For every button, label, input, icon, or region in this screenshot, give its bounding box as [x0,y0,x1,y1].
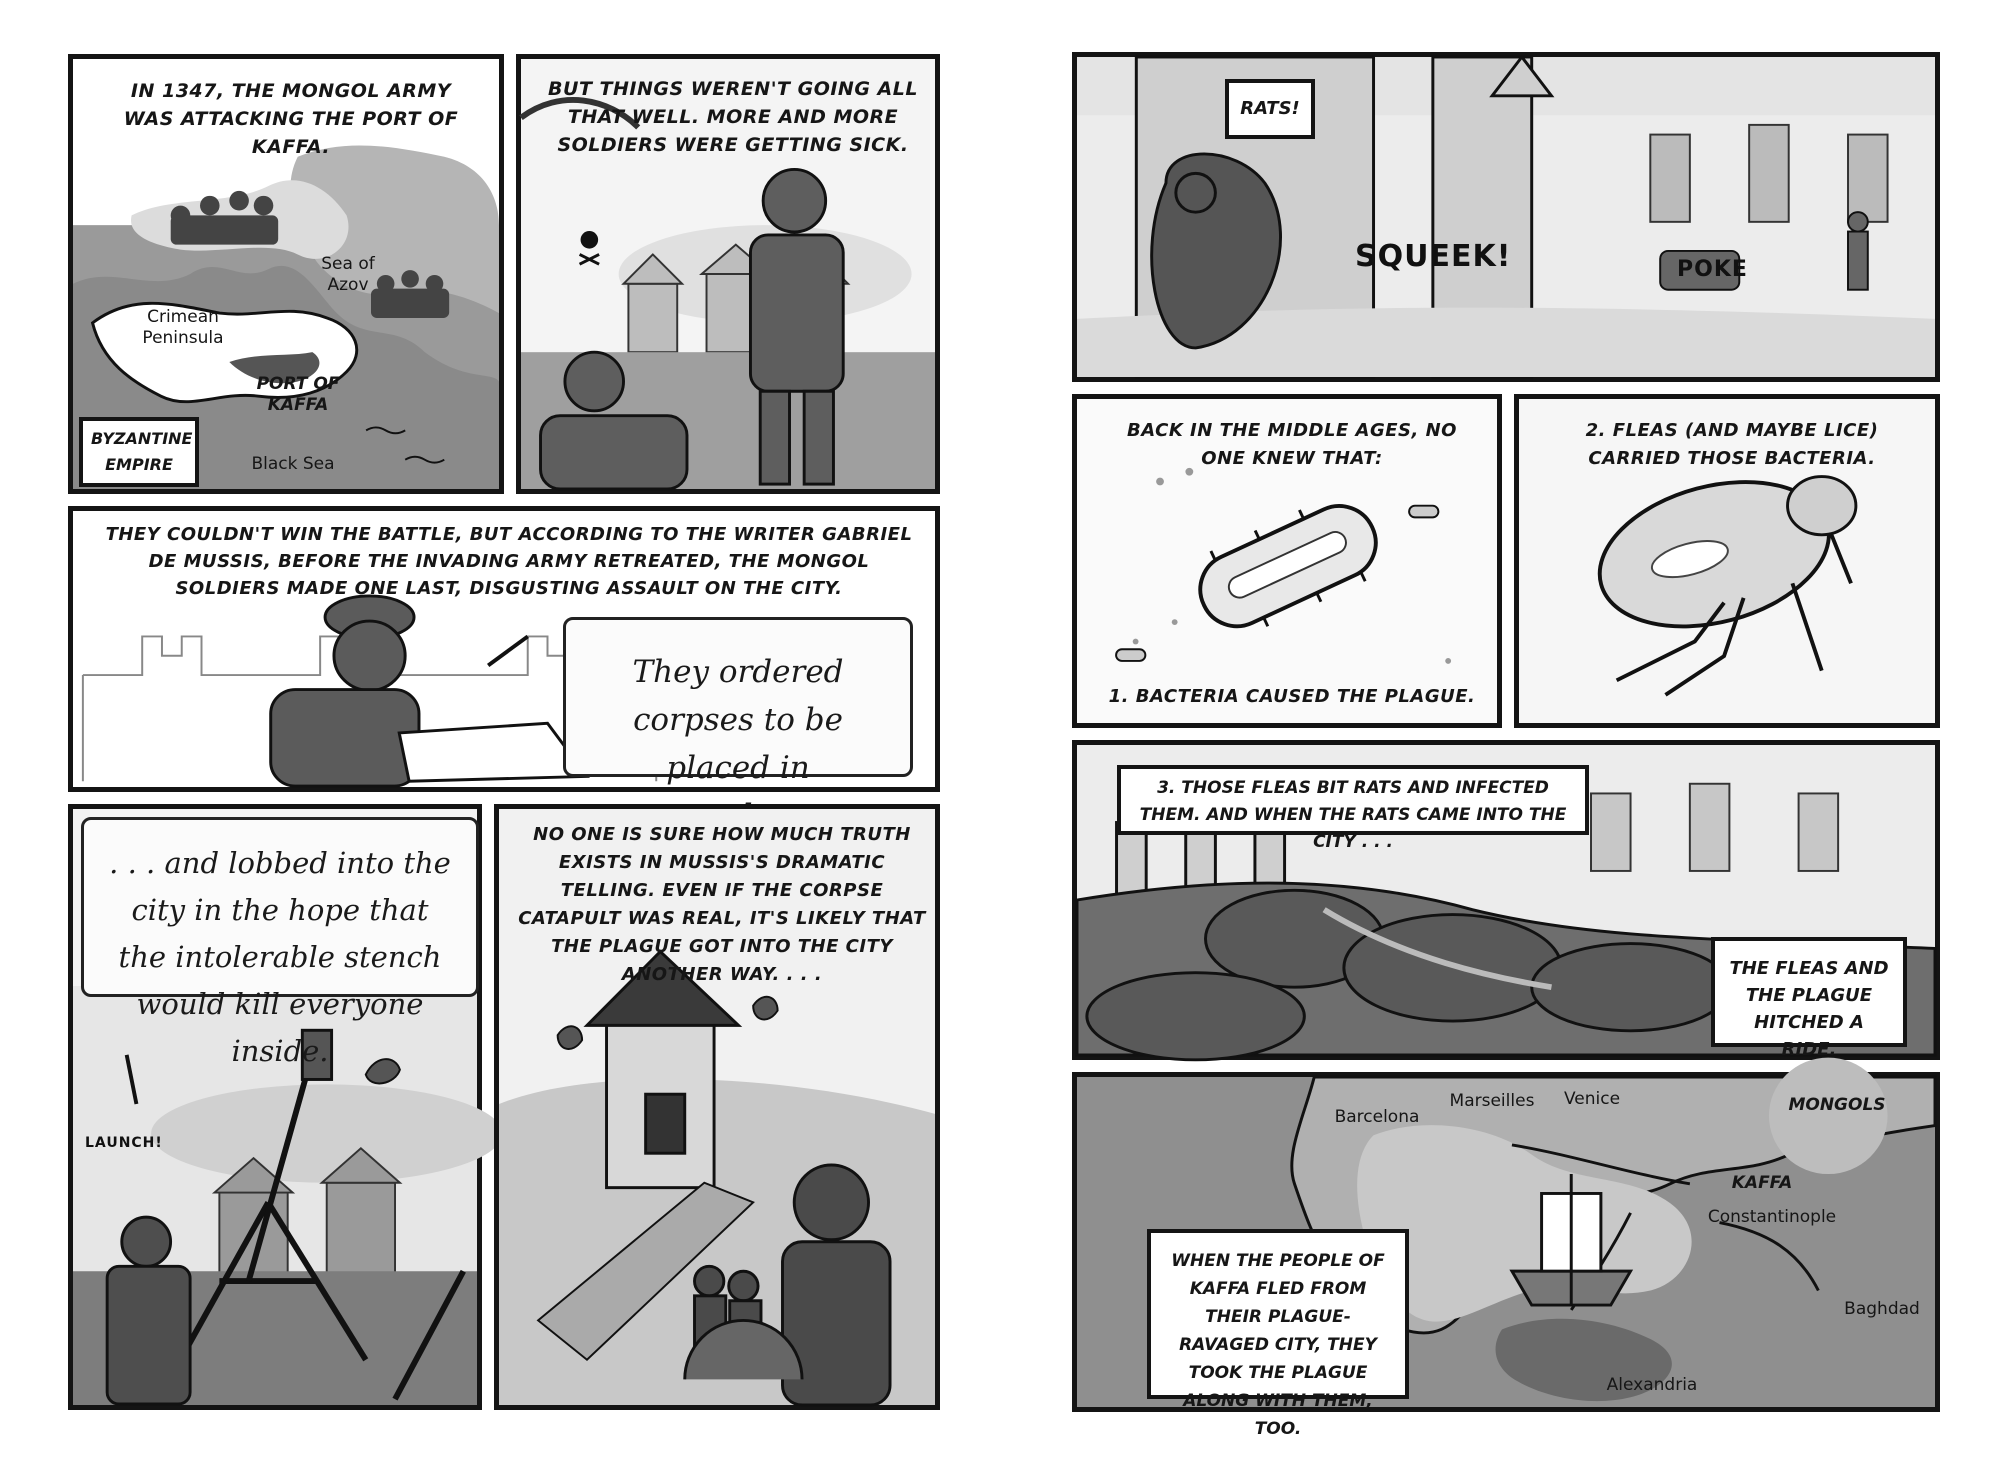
label-sea-of-azov: Sea of Azov [321,254,375,295]
panel-crimea-map [68,54,504,494]
bacteria-caption-top: BACK IN THE MIDDLE AGES, NO ONE KNEW THAT: [1127,420,1457,469]
label-mongols: MONGOLS [1788,1095,1886,1115]
panel-rats-infected [1072,740,1940,1060]
label-port-of-kaffa: PORT OF KAFFA [256,374,340,415]
label-barcelona: Barcelona [1334,1107,1420,1127]
panel1-caption: IN 1347, THE MONGOL ARMY WAS ATTACKING THE PORT OF KAFFA. [123,80,459,158]
label-crimean-peninsula: Crimean Peninsula [142,307,224,348]
bacteria-caption-bottom: 1. BACTERIA CAUSED THE PLAGUE. [1108,686,1476,707]
panel-catapult-launch [68,804,482,1410]
panel-spread-map [1072,1072,1940,1439]
panel5-caption: NO ONE IS SURE HOW MUCH TRUTH EXISTS IN MUSSIS'S DRAMATIC TELLING. EVEN IF THE CORPSE CATAPULT WAS REAL, IT'S LIKELY THAT THE PLAGUE GOT INTO THE CITY ANOTHER WAY. . . . [518,824,926,985]
panel-city-wall [494,804,940,1410]
catapult-quote-scroll: . . . and lobbed into the city in the hope that the intolerable stench would kill everyone inside. [81,817,479,997]
label-marseilles: Marseilles [1449,1091,1535,1111]
sfx-launch: LAUNCH! [85,1135,163,1151]
sfx-squeek: SQUEEK! [1355,239,1512,274]
panel2-caption: BUT THINGS WEREN'T GOING ALL THAT WELL. MORE AND MORE SOLDIERS WERE GETTING SICK. [548,78,918,156]
panel-bacteria [1072,394,1502,728]
rats-gate-art [1077,57,1935,377]
label-constantinople: Constantinople [1707,1207,1837,1227]
label-baghdad: Baghdad [1844,1299,1920,1319]
sfx-poke: POKE [1677,257,1748,282]
panel3-caption: THEY COULDN'T WIN THE BATTLE, BUT ACCORDING TO THE WRITER GABRIEL DE MUSSIS, BEFORE THE INVADING ARMY RETREATED, THE MONGOL SOLDIERS MADE ONE LAST, DISGUSTING ASSAULT ON THE CITY. [105,524,913,599]
rats-infected-caption: 3. THOSE FLEAS BIT RATS AND INFECTED THEM. AND WHEN THE RATS CAME INTO THE CITY . . . [1117,765,1589,835]
panel-gabriel-de-mussis [68,506,940,792]
label-kaffa: KAFFA [1731,1173,1793,1193]
label-byzantine-empire: BYZANTINE EMPIRE [79,417,199,487]
hitched-ride-caption: THE FLEAS AND THE PLAGUE HITCHED A RIDE. [1711,937,1907,1047]
panel-flea [1514,394,1940,728]
label-venice: Venice [1563,1089,1621,1109]
spread-caption: WHEN THE PEOPLE OF KAFFA FLED FROM THEIR PLAGUE-RAVAGED CITY, THEY TOOK THE PLAGUE ALONG WITH THEM, TOO. [1147,1229,1409,1399]
panel-rats-gate [1072,52,1940,382]
flea-caption: 2. FLEAS (AND MAYBE LICE) CARRIED THOSE BACTERIA. [1585,420,1879,469]
label-black-sea: Black Sea [251,454,335,474]
rats-caption: RATS! [1225,79,1315,139]
mussis-quote-scroll: They ordered corpses to be placed in [563,617,913,777]
panel-sick-soldiers [516,54,940,494]
label-alexandria: Alexandria [1606,1375,1698,1395]
